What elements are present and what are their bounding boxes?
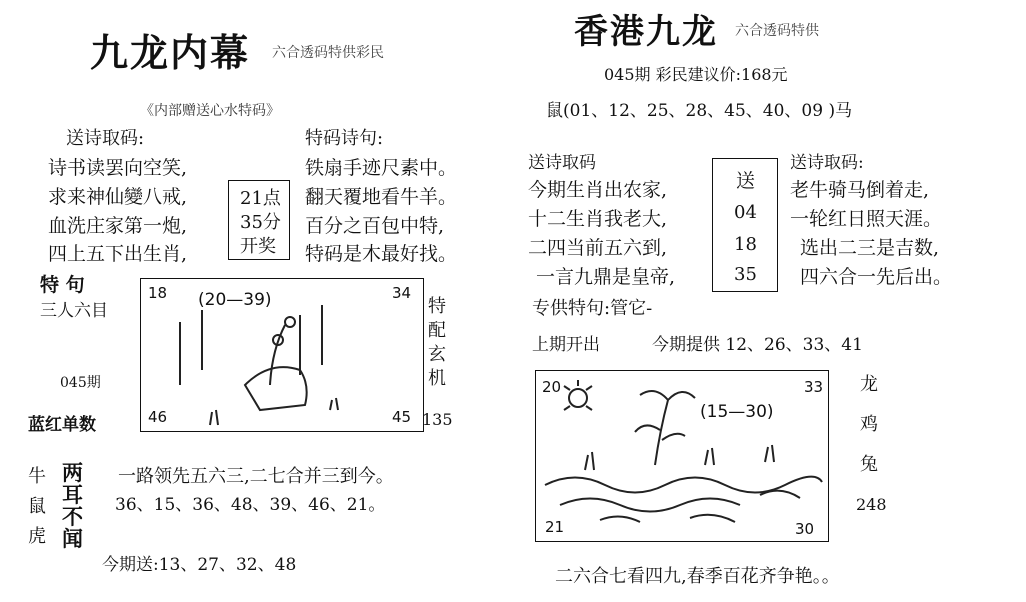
left-drawing-num-bl: 46 (148, 408, 168, 426)
left-subtitle: 六合透码特供彩民 (272, 45, 384, 61)
zodiac-1: 牛 (28, 466, 46, 487)
right-poem-left-4: 一言九鼎是皇帝, (536, 266, 676, 288)
left-poem-line-3: 血洗庄家第一炮, (48, 215, 188, 237)
left-poem-heading-left: 送诗取码: (66, 128, 145, 149)
right-poem-right-1: 老牛骑马倒着走, (790, 179, 930, 201)
left-drawing-num-tr: 34 (392, 284, 412, 302)
right-poem-right-3: 选出二三是吉数, (800, 237, 940, 259)
send-box-num-3: 35 (734, 264, 757, 285)
special-sentence: 三人六目 (40, 301, 108, 321)
left-issue: 045期 (60, 375, 101, 391)
left-drawing-num-tl: 18 (148, 284, 168, 302)
send-box-num-1: 04 (734, 202, 757, 223)
right-drawing-wave-3 (760, 491, 800, 498)
special-label: 特 句 (40, 274, 85, 296)
right-drawing-grass-2 (705, 448, 714, 465)
zodiac-2: 鼠 (28, 496, 46, 517)
right-drawing-grass-3 (765, 445, 774, 462)
right-poem-left-2: 十二生肖我老大, (528, 208, 668, 230)
right-drawing-grass-1 (585, 452, 594, 470)
time-box-draw: 开奖 (240, 236, 276, 257)
right-poem-left-1: 今期生肖出农家, (528, 179, 668, 201)
right-poem-heading-left: 送诗取码 (528, 153, 596, 173)
left-poem-heading-right: 特码诗句: (305, 128, 384, 149)
left-poem-line-1: 诗书读罢向空笑, (48, 157, 188, 179)
right-drawing-range: (15—30) (700, 402, 774, 422)
send-box-label: 送 (736, 170, 756, 192)
left-drawing-range: (20—39) (198, 290, 272, 310)
right-drawing-wave-2 (560, 499, 740, 512)
time-box-minute: 35分 (240, 212, 281, 233)
right-poem-special-1: 铁扇手迹尺素中。 (305, 157, 458, 179)
right-bottom-line: 二六合七看四九,春季百花齐争艳。。 (555, 566, 840, 587)
right-poem-right-4: 四六合一先后出。 (800, 266, 953, 288)
slogan: 两耳不闻 (62, 460, 85, 551)
time-box-hour: 21点 (240, 188, 281, 209)
right-drawing-wave-4 (600, 515, 735, 522)
left-poem-line-2: 求来神仙變八戒, (48, 186, 188, 208)
left-title: 九龙内幕 (90, 30, 251, 75)
right-poem-right-2: 一轮红日照天涯。 (790, 208, 943, 230)
side-animal-3: 兔 (860, 454, 878, 475)
right-drawing-stem (655, 400, 668, 465)
right-title: 香港九龙 (574, 12, 718, 52)
right-poem-heading-right: 送诗取码: (790, 153, 864, 173)
last-issue: 上期开出 (532, 335, 600, 355)
left-line-1: 一路领先五六三,二七合并三到今。 (118, 466, 394, 487)
zodiac-3: 虎 (28, 526, 46, 547)
right-drawing-num-br: 30 (795, 520, 815, 538)
left-banner: 《内部赠送心水特码》 (140, 103, 280, 119)
right-subtitle: 六合透码特供 (735, 23, 819, 39)
right-poem-special-4: 特码是木最好找。 (305, 243, 458, 265)
side-char-4: 机 (428, 368, 446, 389)
right-drawing-num-tr: 33 (804, 378, 824, 396)
right-side-number: 248 (856, 495, 887, 514)
right-poem-left-3: 二四当前五六到, (528, 237, 668, 259)
side-animal-1: 龙 (860, 374, 878, 395)
today-send: 今期送:13、27、32、48 (102, 555, 297, 575)
right-drawing-num-bl: 21 (545, 518, 565, 536)
right-drawing-num-tl: 20 (542, 378, 562, 396)
left-poem-line-4: 四上五下出生肖, (48, 243, 188, 265)
right-poem-special-3: 百分之百包中特, (305, 215, 445, 237)
left-drawing-num-br: 45 (392, 408, 412, 426)
right-special: 专供特句:管它- (532, 298, 653, 319)
side-animal-2: 鸡 (860, 414, 878, 435)
bet-label: 蓝红单数 (28, 415, 96, 435)
rat-line: 鼠(01、12、25、28、45、40、09 )马 (546, 101, 853, 121)
right-poem-special-2: 翻天覆地看牛羊。 (305, 186, 458, 208)
issue-price: 045期 彩民建议价:168元 (604, 65, 788, 84)
side-char-1: 特 (428, 296, 446, 317)
right-drawing-sun (569, 389, 587, 407)
side-char-2: 配 (428, 320, 446, 341)
offer: 今期提供 12、26、33、41 (652, 335, 863, 355)
left-side-number: 135 (422, 410, 453, 429)
side-char-3: 玄 (428, 344, 446, 365)
send-box-num-2: 18 (734, 234, 757, 255)
left-line-2: 36、15、36、48、39、46、21。 (115, 495, 386, 515)
right-drawing-sun-rays (564, 380, 592, 410)
